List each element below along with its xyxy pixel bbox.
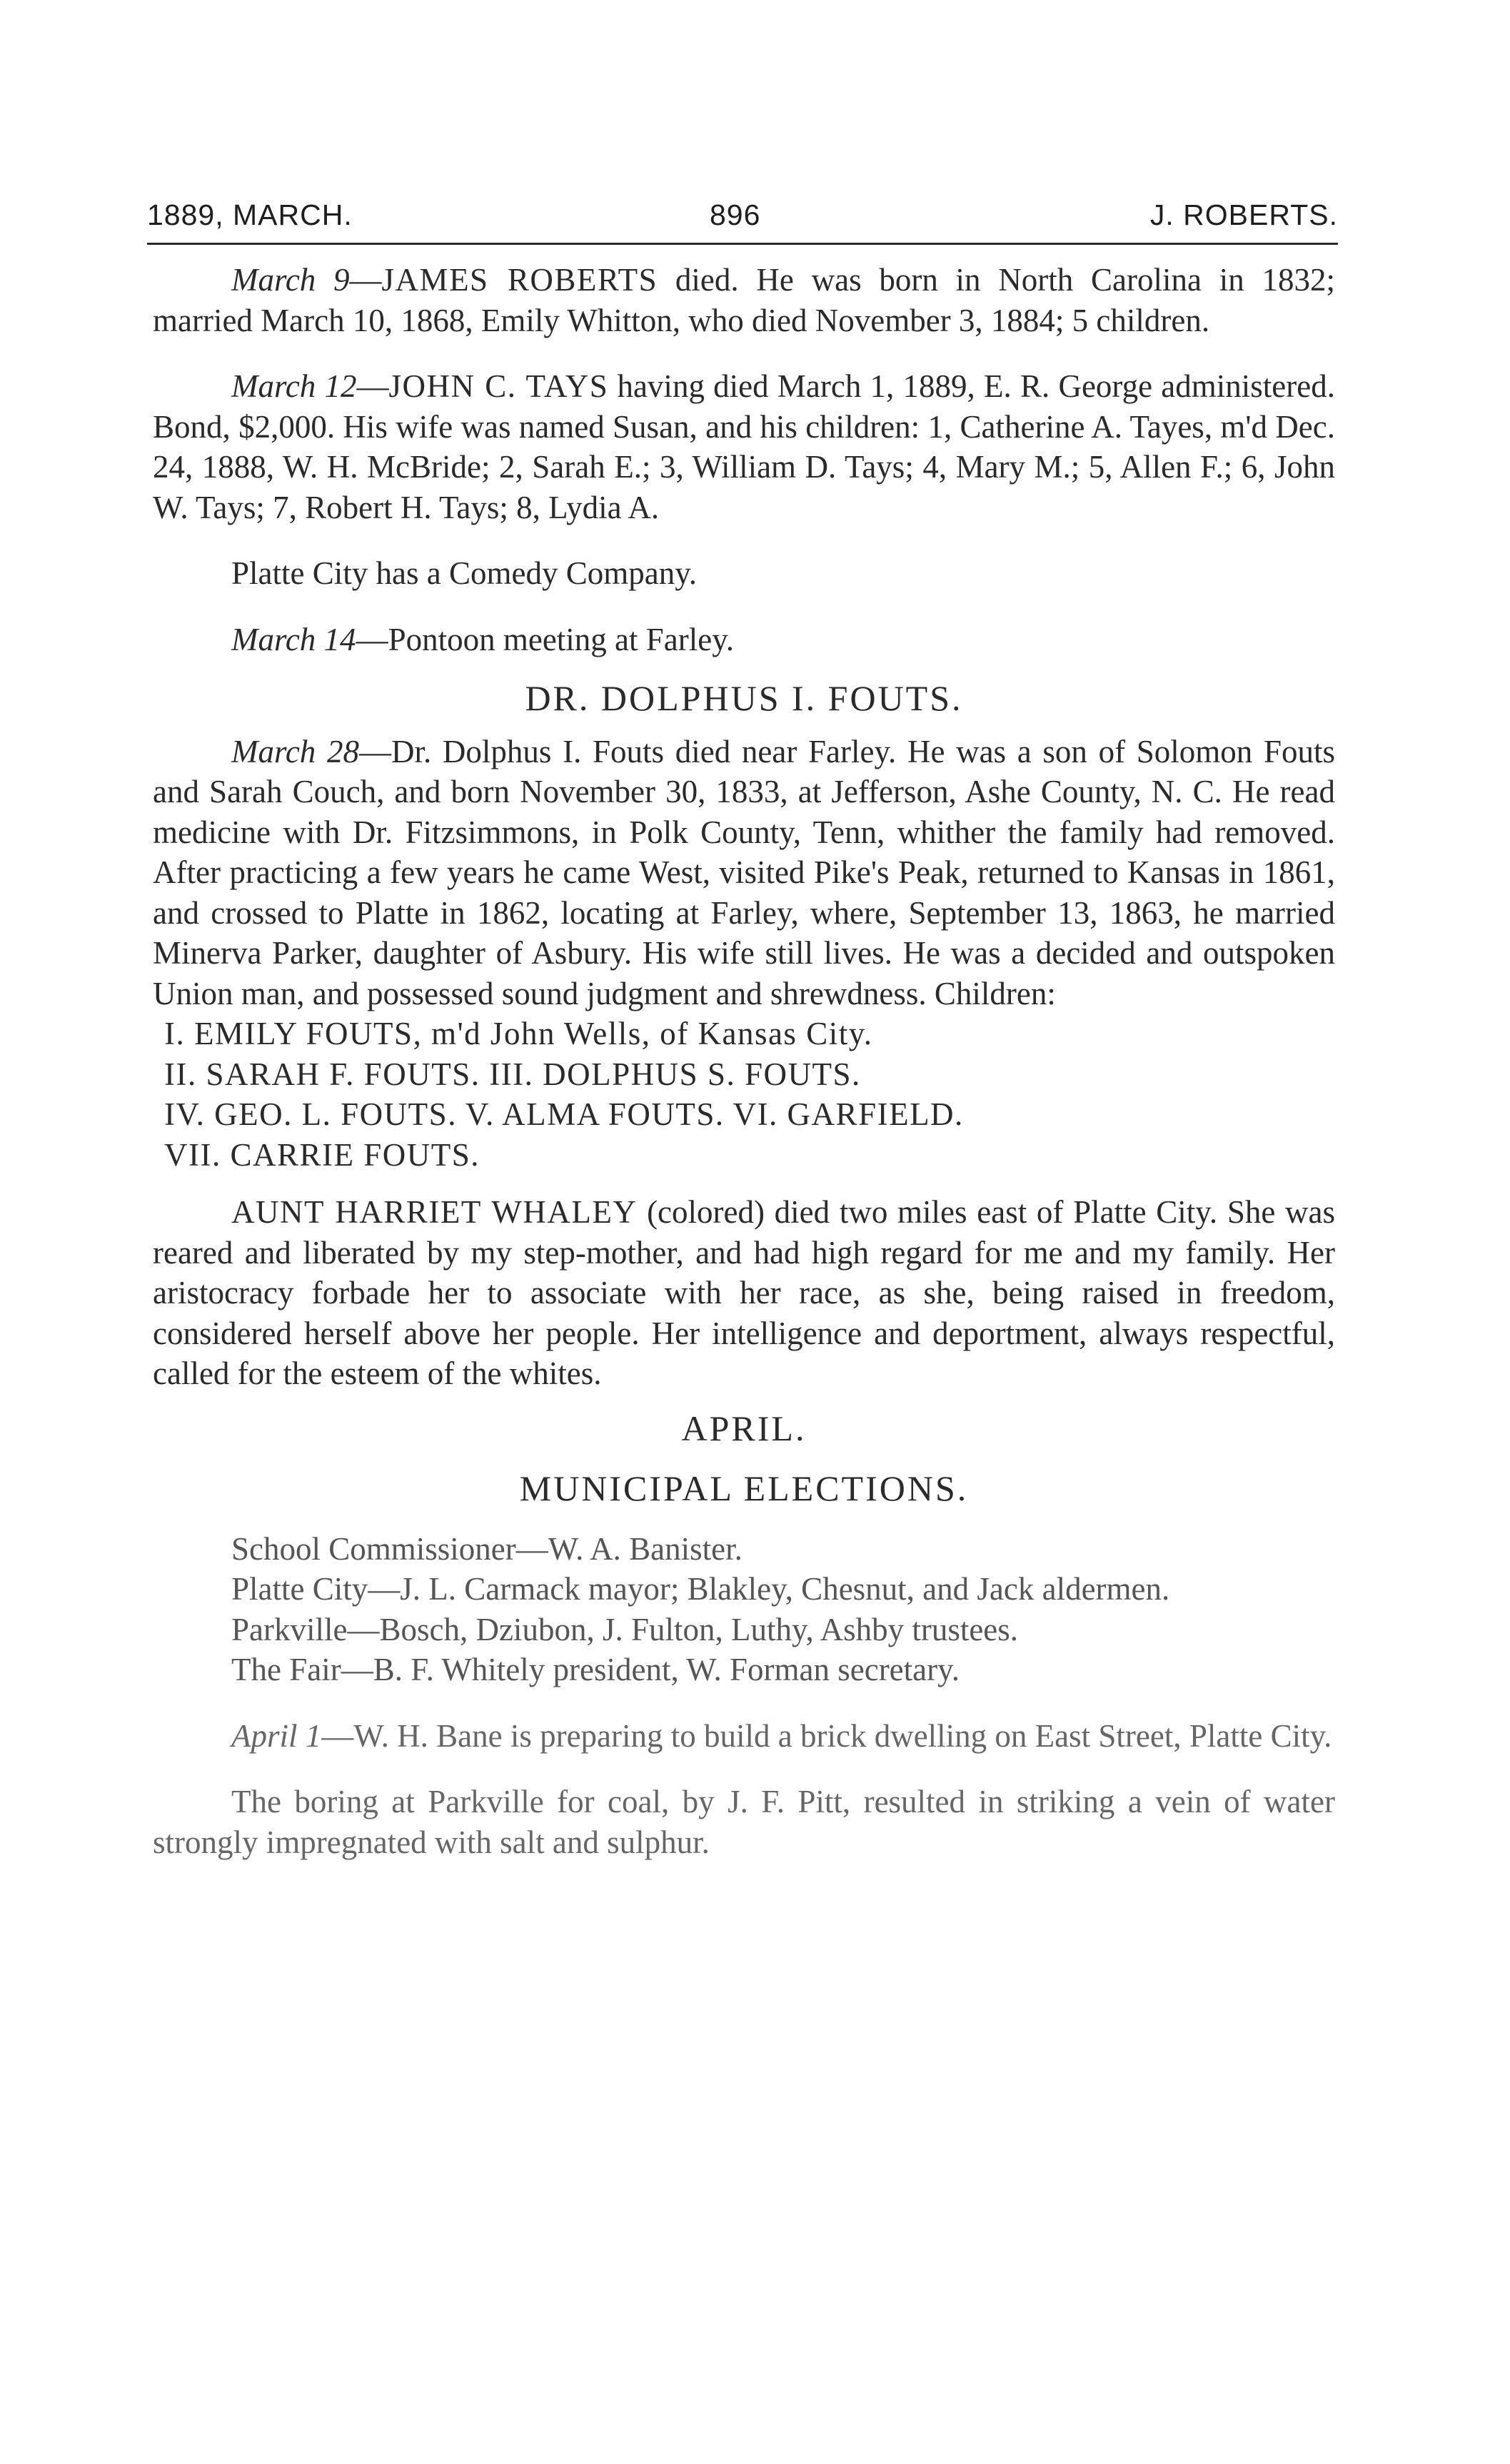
entry-date: March 12 xyxy=(231,368,357,404)
child-line: IV. GEO. L. FOUTS. V. ALMA FOUTS. VI. GARFIELD. xyxy=(164,1096,964,1132)
entry-text: died. He was born in North Carolina in 1832; married March 10, 1868, Emily Whitton, who died November 3, 1884; 5 children. xyxy=(153,262,1335,338)
entry-boring: The boring at Parkville for coal, by J. F. Pitt, resulted in striking a vein of water strongly impregnated with salt and sulphur. xyxy=(153,1784,1335,1860)
month-heading-april: APRIL. xyxy=(681,1408,807,1448)
entry-text: Pontoon meeting at Farley. xyxy=(388,621,735,657)
children-list xyxy=(153,1014,1335,1175)
entry-name: AUNT HARRIET WHALEY xyxy=(231,1194,638,1230)
child-line: II. SARAH F. FOUTS. III. DOLPHUS S. FOUTS. xyxy=(164,1056,861,1092)
entry-tays: March 12—JOHN C. TAYS having died March 1, 1889, E. R. George administered. Bond, $2,000. His wife was named Susan, and his children: 1, Catherine A. Tayes, m'd Dec. 24, 1888, W. H. McBride; 2, Sarah E.; 3, William D. Tays; 4, Mary M.; 5, Allen F.; 6, John W. Tays; 7, Robert H. Tays; 8, Lydia A. xyxy=(153,368,1335,525)
entry-date: April 1 xyxy=(231,1717,322,1754)
page-number: 896 xyxy=(710,198,761,231)
entry-text: (colored) died two miles east of Platte City. She was reared and liberated by my step-mother, and had high regard for me and my family. Her aristocracy forbade her to associate with her race, as she, being raised in freedom, considered herself above her people. Her intelligence and deportment, always respectful, called for the esteem of the whites. xyxy=(153,1194,1335,1391)
entry-bane: April 1—W. H. Bane is preparing to build a brick dwelling on East Street, Platte City. xyxy=(231,1717,1332,1754)
entry-roberts: March 9—JAMES ROBERTS died. He was born in North Carolina in 1832; married March 10, 1868, Emily Whitton, who died November 3, 1884; 5 children. xyxy=(153,262,1335,338)
running-head-date: 1889, MARCH. xyxy=(147,198,353,231)
entry-date: March 28 xyxy=(231,733,359,769)
entry-date: March 14 xyxy=(231,621,356,657)
elections-list xyxy=(153,1529,1335,1690)
entry-text: having died March 1, 1889, E. R. George administered. Bond, $2,000. His wife was named Susan, and his children: 1, Catherine A. Tayes, m'd Dec. 24, 1888, W. H. McBride; 2, Sarah E.; 3, William D. Tays; 4, Mary M.; 5, Allen F.; 6, John W. Tays; 7, Robert H. Tays; 8, Lydia A. xyxy=(153,368,1335,525)
section-heading-municipal: MUNICIPAL ELECTIONS. xyxy=(519,1468,969,1508)
child-line: VII. CARRIE FOUTS. xyxy=(164,1136,480,1173)
entry-text: W. H. Bane is preparing to build a brick dwelling on East Street, Platte City. xyxy=(353,1717,1332,1754)
entry-date: March 9 xyxy=(231,262,350,298)
running-head-author: J. ROBERTS. xyxy=(1149,198,1338,231)
running-head xyxy=(147,191,1338,241)
entry-fouts: March 28—Dr. Dolphus I. Fouts died near Farley. He was a son of Solomon Fouts and Sarah Couch, and born November 30, 1833, at Jefferson, Ashe County, N. C. He read medicine with Dr. Fitzsimmons, in Polk County, Tenn, whither the family had removed. After practicing a few years he came West, visited Pike's Peak, returned to Kansas in 1861, and crossed to Platte in 1862, locating at Farley, where, September 13, 1863, he married Minerva Parker, daughter of Asbury. His wife still lives. He was a decided and outspoken Union man, and possessed sound judgment and shrewdness. Children: xyxy=(153,733,1335,1011)
entry-text: Dr. Dolphus I. Fouts died near Farley. He was a son of Solomon Fouts and Sarah Couch, and born November 30, 1833, at Jefferson, Ashe County, N. C. He read medicine with Dr. Fitzsimmons, in Polk County, Tenn, whither the family had removed. After practicing a few years he came West, visited Pike's Peak, returned to Kansas in 1861, and crossed to Platte in 1862, locating at Farley, where, September 13, 1863, he married Minerva Parker, daughter of Asbury. His wife still lives. He was a decided and outspoken Union man, and possessed sound judgment and shrewdness. Children: xyxy=(153,733,1335,1011)
child-line: I. EMILY FOUTS, m'd John Wells, of Kansas City. xyxy=(164,1016,873,1051)
entry-pontoon: March 14—Pontoon meeting at Farley. xyxy=(231,621,735,657)
page-body xyxy=(153,260,1335,1862)
entry-name: JAMES ROBERTS xyxy=(381,262,658,298)
entry-comedy: Platte City has a Comedy Company. xyxy=(231,555,698,591)
election-line: The Fair—B. F. Whitely president, W. Forman secretary. xyxy=(231,1652,960,1687)
section-heading-fouts: DR. DOLPHUS I. FOUTS. xyxy=(525,678,963,718)
election-line: Platte City—J. L. Carmack mayor; Blakley, Chesnut, and Jack aldermen. xyxy=(231,1571,1170,1607)
election-line: Parkville—Bosch, Dziubon, J. Fulton, Luthy, Ashby trustees. xyxy=(231,1611,1019,1647)
election-line: School Commissioner—W. A. Banister. xyxy=(231,1530,743,1567)
entry-whaley xyxy=(153,1192,1335,1394)
header-rule xyxy=(147,243,1338,245)
entry-name: JOHN C. TAYS xyxy=(388,368,609,404)
